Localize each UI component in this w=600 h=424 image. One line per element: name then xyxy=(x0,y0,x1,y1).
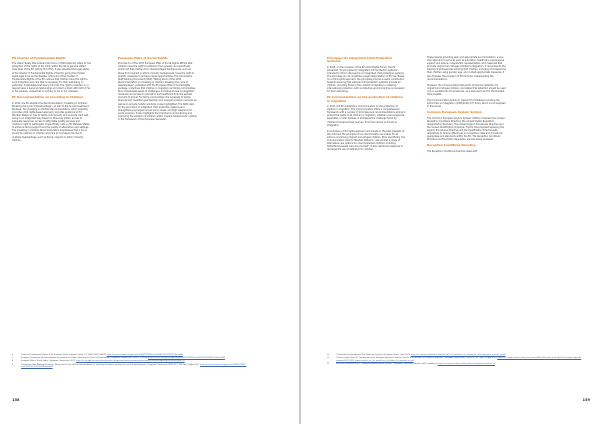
left-page xyxy=(0,0,299,424)
page-number: 158 xyxy=(12,398,20,402)
footnote-number: 10 xyxy=(327,354,330,356)
footnote-link[interactable]: https://eur-lex.europa.eu/legal-content/EN/TXT/PDF/?uri=CELEX:32013H0112&from=EN xyxy=(148,357,225,360)
footnotes xyxy=(12,354,267,369)
paragraph: It promotes a child-rights approach and insists on the best interests of the child and the principle of non-discrimination as a basis for all actions concerning migrant and refugee children. More specifically, the Communication calls for Member States to "ensure that a range of alternative care options for unaccompanied children, including foster/family-based care are provided". It also reinforces measures to decrease the use of detention for children. xyxy=(327,129,405,152)
footnote-text: '10 Principles for Integrated Child Protection Systems', European Union, 9 June 2015. xyxy=(336,354,411,356)
paragraph: In 2015, on the occasion of the 9th Child Rights Forum, the EC presented "10 principles for integrated child protection systems", intended to inform discussions on integrated child protection systems. The principles do not constitute a legal interpretation of EU law. Based on a child-rights approach, the principles provide a useful contribution towards ensuring that national child protection systems provide all children, including those in the context of migration or seeking international protection, with a protective environment as is necessary for their well-being. xyxy=(327,65,405,94)
footnote-link[interactable]: https://ec.europa.eu/home-affairs/what-we-do/policies/asylum_en xyxy=(437,362,495,365)
footnote-link[interactable]: https://eur-lex.europa.eu/legal-content/EN/TXT/PDF/?uri=CELEX:12012P/TXT&from=EN xyxy=(106,354,183,356)
column-1 xyxy=(12,57,91,145)
footnote xyxy=(327,363,582,366)
footnote-number: 9 xyxy=(12,363,14,366)
column-3 xyxy=(327,57,406,154)
section-heading: European Pillar of Social Rights xyxy=(118,56,168,60)
page-number: 159 xyxy=(582,398,590,402)
footnote-number: 11 xyxy=(327,357,330,360)
paragraph: In 2013, the EC adopted the Recommendation "Investing in Children: Breaking the Cycle of Disadvantage", as part of the Social Investment Package. The Investing in Children Recommendation, which explicitly promotes child rights-based approach, provides guidance to EU Member States on how to tackle child poverty and promote child well-being in an integrated way based on three key pillars: access to adequate resources, access to affordable quality services and children's right to participate. It specifically calls on EU Member States to enhance family support and the quality of alternative care settings. The Investing in Children Recommendation emphasises that a focus should be centred on children who face an increased risk due to multiple disadvantage, such as Roma, migrant or ethnic minority children. xyxy=(12,101,90,142)
paragraph: The Lisbon Treaty that entered into force in 2009 explicitly refers to 'the protection of the rights of the child' within the list of general stated objectives of the EU (article 3(3) TEU). It also elevated the legal status of the Charter of Fundamental Rights of the EU, giving the Charter equal legal force as the Treaties. Article 24 of the Charter of Fundamental Rights of the EU outlines that children have the right to such protection and care that is necessary for their well-being. In particular, it stipulates that every child has 'the right to maintain on a regular basis a personal relationship and direct contact with both of his or her parents, unless that is contrary to his or her interests'. xyxy=(12,62,91,94)
section-heading: EC Recommendation on Investing in Children xyxy=(12,95,84,100)
footnote xyxy=(12,364,267,369)
footnote xyxy=(327,357,582,362)
section-heading: EU Charter of Fundamental Rights xyxy=(12,56,66,60)
section-heading: Reception Conditions Directive xyxy=(427,143,476,148)
right-page xyxy=(301,0,600,424)
footnote-number: 6 xyxy=(12,354,14,356)
footnote-text: European Commission Recommendation of Investing in Children: Breaking the Cycle of Disadvantage', European Commission, C(2013) 778 final xyxy=(21,357,148,360)
footnote-link[interactable]: https://eur-lex.europa.eu/legal-content/EN/TXT/PDF/?uri=CELEX:52017SC0258&from=EN xyxy=(21,363,247,369)
footnote-number: 12 xyxy=(327,362,330,365)
footnote-text: For further information see "Common European Asylum System", European Commission website, 2019 available at xyxy=(336,362,437,365)
footnote-number: 8 xyxy=(12,360,14,363)
footnote-link[interactable]: https://ec.europa.eu/commission/priorities/deeper-and-fairer-economic-and-monetary-union/european-pillar-social-rights_en xyxy=(76,360,185,363)
paragraph: Principle 11 of the 2017 European Pillar of Social Rights affirms that children have the right to protection from poverty and specifically points out that children from disadvantaged backgrounds, such as those from migrant or ethnic minority backgrounds, have the right to specific measures to enhance equal opportunities. The Commission Staff Working Document (SWD) "Taking Stock of the 2013 Recommendation on Investing in children: breaking the cycle of disadvantage", published with the European Pillar of Social Rights package, underlines that children in migration and Roma communities face considerable levels of challenges, including access to integration measures and access to education and healthcare from the earliest moment of arrival. For Roma communities, the necessity to tackle financial and 'qualified guardianship' and unequal access to services as well as to provide holistic solutions is also highlighted. The SWD calls for the promotion of integrated child protection systems and strengthening synergies across policy areas, and high relevance for social inclusion. It also highlights the importance of monitoring and improving the situation of children within migrant backgrounds, notably in the framework of the European Semester. xyxy=(118,62,197,121)
footnote-text: 'Communication from the Commission to the European Parliament and the Council: The Protection of Children in Migration', European Commission, COM(2017) 211 final, 12 April 2017 xyxy=(336,357,497,360)
footnote-text: Commission Staff Working Document 'Taking stock of the 2013 Recommendation on 'Investing in children: breaking the cycle of disadvantage'', European Commission, SWD(2017) 258 final, 26 April 2017 xyxy=(21,363,200,366)
footnote-number: 7 xyxy=(12,357,14,360)
footnote-text: European Pillar of Social Rights', European Commission, 2017. xyxy=(21,360,76,363)
footnote-text: Charter of Fundamental Rights of the European Union, European Union, 2.7.2000, 2000/C 364/01 xyxy=(21,354,107,356)
section-heading: EC Communication on the protection of children in migration xyxy=(327,95,403,103)
footnote-link[interactable]: https://ec.europa.eu/home-affairs/sites/homeaffairs/files/what-we-do/policies/european-agenda-migration/20170412_communication_on_the_protection_of_children_in_migration_en.pdf xyxy=(336,357,582,362)
paragraph: This Communication builds on relevant EU initiatives including the Action Plan on Integration (COM(2016) 377 final), which is not analysed in this annex. xyxy=(427,99,506,109)
paragraph: The Reception Conditions Directive deals with xyxy=(427,149,478,153)
paragraph: These require providing each and appropriate accommodation, a one-stop approach to services such as education, healthcare, psychosocial support and leisure, independent representation, and measures that promote migrant and refugee children's integration. It recommends the training of professionals working with children, including commissioning their children using gender, age, and context-appropriate measures. It also foresees the provision of EU funds for implementing the recommendations. xyxy=(427,56,507,81)
footnotes xyxy=(327,354,582,366)
section-heading: Principles for Integrated Child Protection Systems xyxy=(327,56,393,64)
column-2 xyxy=(118,57,197,124)
paragraph: The 'Common European Asylum System' (CEAS) comprises the revised Reception Conditions Directive, the revised Dublin Regulation (supported by Eurodac), the revised Asylum Procedures Directive and the revised Qualification Directive. The EC has proposed replacing the Asylum Procedures Directive and the Qualification Directive with regulations to reduce differences in recognition rates and procedural guarantees and standards within the EU. The Reception Conditions Directive and the Dublin Regulation are also being reviewed. xyxy=(427,116,505,142)
footnote-link[interactable]: https://ec.europa.eu/info/sites/info/files/2015_10_principles_for_integrated_child_protection_systems_en.pdf xyxy=(410,354,506,356)
column-4 xyxy=(427,56,506,156)
section-heading: Common European Asylum System xyxy=(427,110,482,115)
footnote xyxy=(12,360,267,363)
paragraph: However, the Communication falls short of banning detention for migrant and refugee children, and states that detention should be used only in exceptional circumstances, as a last resort and for the shortest time possible. xyxy=(427,83,506,97)
paragraph: In 2017, the EC published a Communication on the protection of children in migration. The Communication offers a comprehensive framework with a number of principles and recommendations aiming to protect the rights of all children in migration, whether unaccompanied, separated, or with families. It addresses the challenge faced by children throughout their journey, from their arrival in Europe to integration. xyxy=(327,105,406,127)
